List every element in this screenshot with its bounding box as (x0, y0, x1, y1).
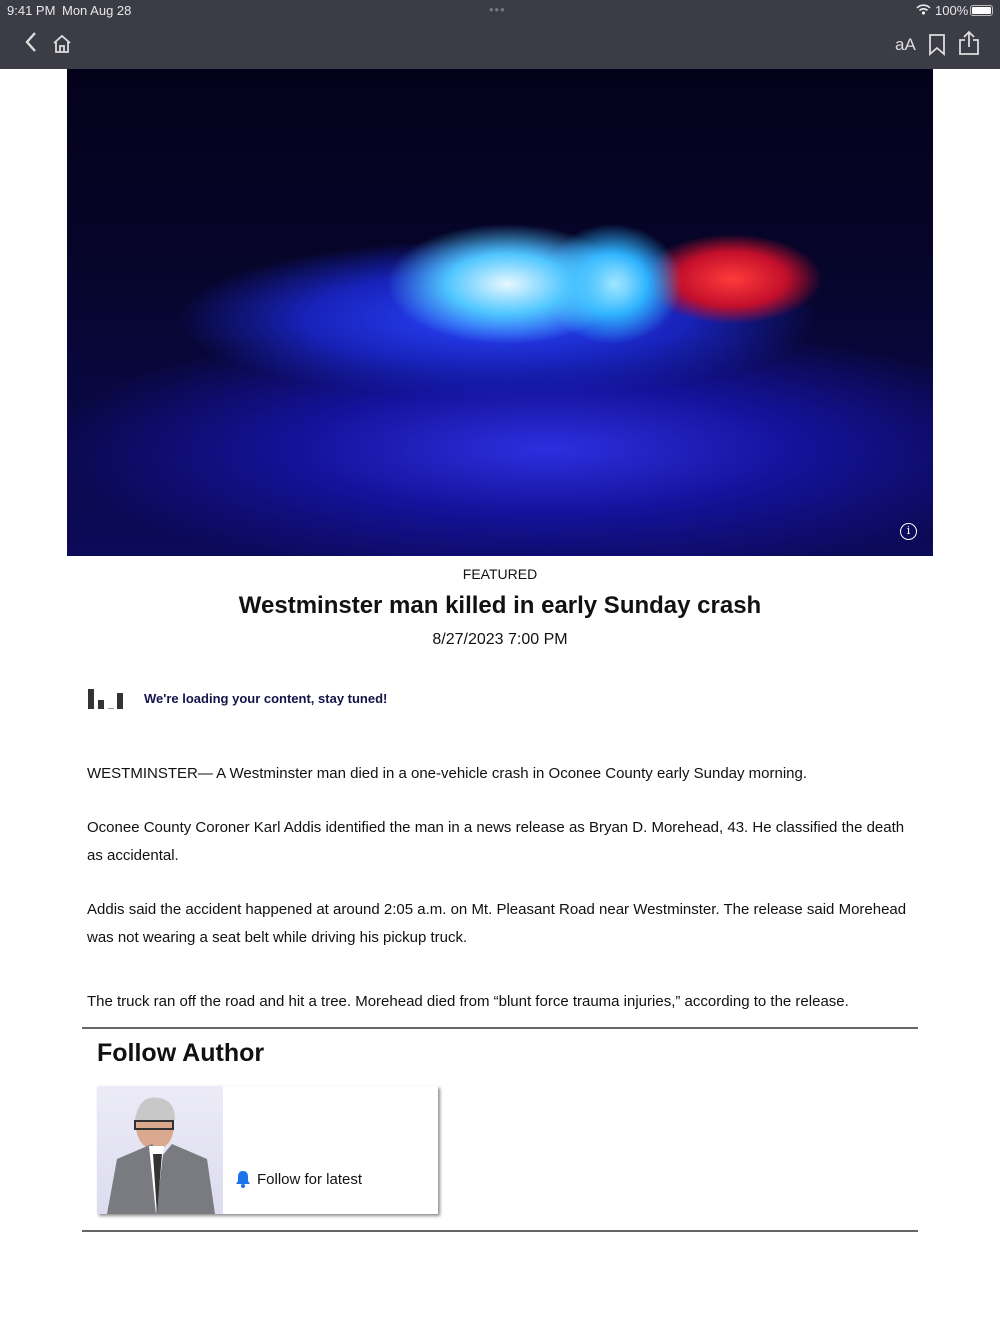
loading-bars-icon (88, 687, 126, 709)
follow-button[interactable] (235, 1170, 362, 1188)
status-date: Mon Aug 28 (62, 3, 132, 18)
share-icon[interactable] (958, 30, 980, 61)
info-icon[interactable]: i (900, 523, 917, 540)
divider (82, 1230, 918, 1232)
status-time: 9:41 PM (7, 3, 56, 18)
author-photo (97, 1086, 223, 1214)
loading-message: We're loading your content, stay tuned! (144, 691, 388, 706)
bookmark-icon[interactable] (928, 33, 946, 61)
wifi-icon (916, 3, 931, 18)
paragraph: The truck ran off the road and hit a tree. Morehead died from “blunt force trauma injuries,” according to the release. (87, 993, 849, 1010)
paragraph: WESTMINSTER— A Westminster man died in a one-vehicle crash in Oconee County early Sunday morning. (87, 765, 808, 782)
article-kicker: FEATURED (462, 566, 538, 582)
paragraph: Addis said the accident happened at around 2:05 a.m. on Mt. Pleasant Road near Westminster. The release said Morehead was not wearing a seat belt while driving his pickup truck. (87, 901, 907, 946)
back-icon[interactable] (24, 31, 38, 58)
article-title: Westminster man killed in early Sunday crash (238, 592, 762, 619)
bell-icon (235, 1170, 251, 1188)
paragraph: Oconee County Coroner Karl Addis identified the man in a news release as Bryan D. Morehead, 43. He classified the death as accidental. (87, 819, 905, 864)
follow-author-heading: Follow Author (97, 1039, 265, 1067)
battery-percent: 100% (935, 3, 969, 18)
divider (82, 1027, 918, 1029)
app-toolbar (0, 0, 1000, 69)
home-icon[interactable] (52, 34, 72, 58)
hero-image (67, 69, 933, 556)
text-size-button[interactable]: aA (895, 35, 916, 54)
battery-icon (970, 5, 993, 16)
follow-button-label: Follow for latest (257, 1170, 363, 1188)
article-datetime: 8/27/2023 7:00 PM (432, 631, 568, 648)
author-card[interactable] (97, 1086, 438, 1214)
multitask-dots-icon[interactable]: ••• (489, 2, 506, 17)
